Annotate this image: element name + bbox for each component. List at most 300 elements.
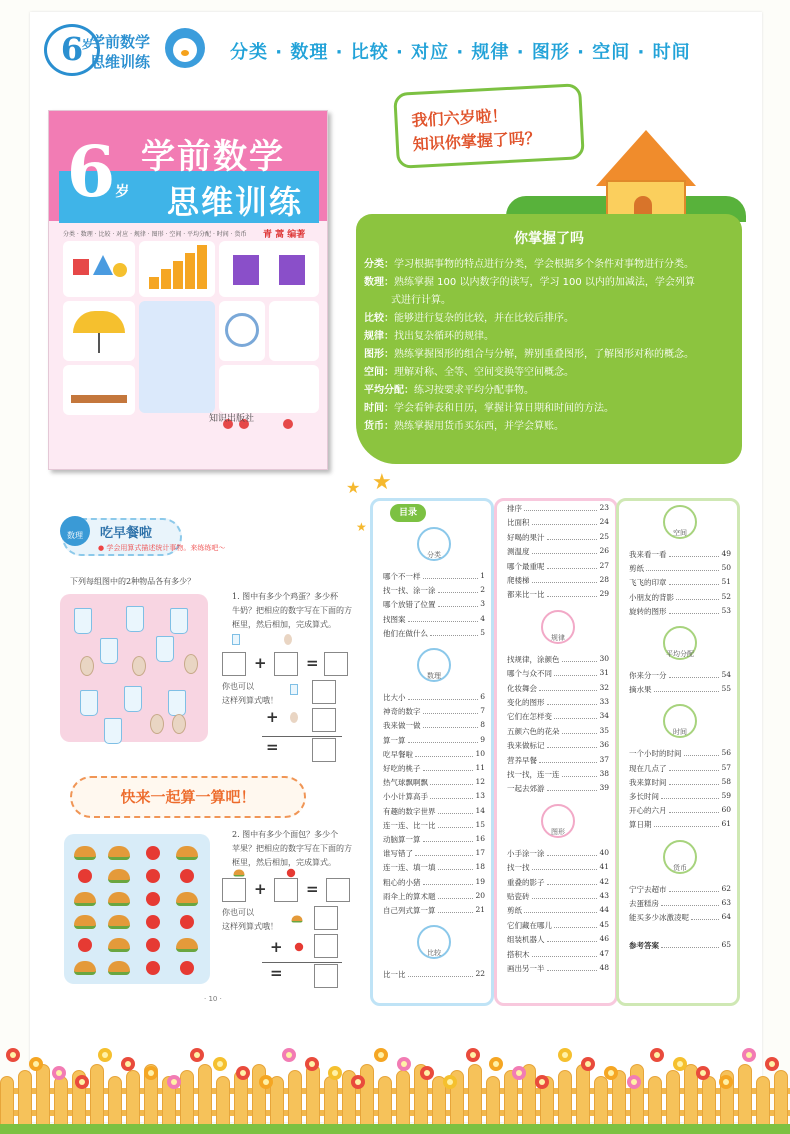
toc-entry [383, 834, 485, 845]
toc-entry-page: 41 [599, 862, 609, 872]
fence-picket [288, 1070, 302, 1126]
toc-leader-dots [423, 877, 474, 885]
flower-icon [443, 1075, 457, 1089]
cover-title-2: 思维训练 [167, 183, 304, 221]
toc-leader-dots [438, 905, 474, 913]
toc-entry-page: 22 [475, 969, 485, 979]
fence-picket [252, 1064, 266, 1126]
brand-line-1: 学前数学 [90, 33, 151, 51]
toc-entry [507, 726, 609, 737]
toc-entry-page: 53 [721, 605, 731, 615]
cover-cell-stairs [139, 241, 215, 297]
fence-picket [306, 1064, 320, 1126]
flower-icon [351, 1075, 365, 1089]
fence-picket [774, 1070, 788, 1126]
toc-entry-title: 连一连、比一比 [383, 820, 436, 830]
topics-banner: 分类 · 数理 · 比较 · 对应 · 规律 · 图形 · 空间 · 时间 [230, 42, 691, 63]
toc-leader-dots [438, 862, 474, 870]
apple-icon [146, 938, 160, 952]
toc-entry-page: 15 [475, 819, 485, 829]
star-icon: ★ [346, 478, 361, 497]
toc-entry-page: 10 [475, 748, 485, 758]
cups-eggs-illustration [60, 594, 208, 742]
objective-row [364, 310, 736, 328]
flower-icon [765, 1057, 779, 1071]
flower-icon [190, 1048, 204, 1062]
objective-key: 空间： [364, 367, 394, 378]
toc-entry-title: 小手涂一涂 [507, 848, 545, 858]
instruction-text: 下列每组图中的2种物品各有多少？ [70, 577, 196, 586]
toc-entry-title: 参考答案 [629, 941, 659, 951]
flower-icon [742, 1048, 756, 1062]
toc-entry-page: 20 [475, 890, 485, 900]
sum-line [262, 736, 342, 737]
flower-icon [167, 1075, 181, 1089]
objective-key: 时间： [364, 403, 394, 414]
flower-icon [374, 1048, 388, 1062]
equals-sign: = [306, 654, 319, 672]
toc-leader-dots [524, 503, 597, 511]
bread-icon [234, 870, 245, 877]
objectives-title: 你掌握了吗 [514, 231, 584, 247]
objective-key: 规律： [364, 331, 394, 342]
toc-leader-dots [669, 670, 720, 678]
flower-icon [489, 1057, 503, 1071]
question-2 [232, 828, 352, 870]
egg-icon [290, 712, 298, 723]
cover-cell-maze [219, 365, 319, 413]
toc-entry-page: 50 [721, 563, 731, 573]
fence-picket [468, 1064, 482, 1126]
toc-entry-page: 17 [475, 848, 485, 858]
plus-sign: + [270, 938, 283, 956]
toc-entry [507, 711, 609, 722]
toc-entry [383, 777, 485, 788]
toc-entry-page: 47 [599, 948, 609, 958]
answer-box[interactable] [314, 964, 338, 988]
toc-leader-dots [532, 575, 598, 583]
answer-box[interactable] [274, 878, 298, 902]
toc-entry-page: 65 [721, 940, 731, 950]
cover-bottom-row [63, 419, 319, 459]
toc-entry-page: 35 [599, 725, 609, 735]
fence-picket [18, 1070, 32, 1126]
toc-leader-dots [408, 735, 479, 743]
toc-leader-dots [562, 726, 598, 734]
fence-picket [648, 1076, 662, 1126]
cup-icon [74, 608, 92, 634]
toc-entry-page: 26 [599, 546, 609, 556]
lesson-category-icon: 数理 [60, 516, 90, 546]
toc-entry-title: 谁写错了 [383, 849, 413, 859]
cover-author: 青 蒿 编著 [263, 230, 306, 240]
star-icon: ★ [372, 470, 392, 495]
toc-entry-page: 25 [599, 531, 609, 541]
answer-box[interactable] [222, 878, 246, 902]
bread-icon [108, 892, 130, 906]
toc-entry [383, 806, 485, 817]
toc-entry [383, 571, 485, 582]
toc-entry-title: 小朋友的背影 [629, 592, 674, 602]
toc-entry-page: 51 [721, 577, 731, 587]
apple-icon [146, 846, 160, 860]
toc-entry-title: 它们藏在哪儿 [507, 920, 552, 930]
intro-bubble [393, 83, 585, 169]
toc-leader-dots [532, 517, 598, 525]
toc-entry [507, 755, 609, 766]
bubble-line-1: 我们六岁啦！ [411, 106, 508, 131]
egg-icon [172, 714, 186, 734]
toc-entry [383, 628, 485, 639]
objective-row [364, 418, 736, 436]
toc-leader-dots [547, 877, 598, 885]
fence-picket [576, 1064, 590, 1126]
cup-icon [100, 638, 118, 664]
flower-icon [397, 1057, 411, 1071]
toc-entry-title: 找一找 [507, 863, 530, 873]
toc-entry-page: 2 [480, 585, 485, 595]
fence-picket [108, 1076, 122, 1126]
toc-entry-title: 剪纸 [629, 564, 644, 574]
toc-entry-page: 32 [599, 682, 609, 692]
toc-leader-dots [423, 706, 479, 714]
objective-row [364, 364, 736, 382]
toc-entry [629, 577, 731, 588]
toc-entry [507, 503, 609, 514]
toc-entry-page: 56 [721, 748, 731, 758]
toc-leader-dots [661, 940, 719, 948]
apple-icon [287, 869, 295, 877]
toc-entry-title: 动脑算一算 [383, 835, 421, 844]
fence-picket [324, 1076, 338, 1126]
toc-entry [507, 862, 609, 873]
objective-value: 学习根据事物的特点进行分类，学会根据多个条件对事物进行分类。 [394, 259, 694, 270]
cover-cell-kids [269, 301, 319, 361]
flower-icon [512, 1066, 526, 1080]
question-1-line: 框里，然后相加，完成算式。 [232, 620, 336, 629]
cup-icon [170, 608, 188, 634]
flower-icon [29, 1057, 43, 1071]
answer-box[interactable] [312, 680, 336, 704]
purple-block-icon [279, 255, 305, 285]
objective-row [364, 346, 736, 364]
toc-leader-dots [408, 692, 479, 700]
toc-entry-page: 49 [721, 549, 731, 558]
hint-line: 你也可以 [222, 908, 254, 917]
objective-row [364, 328, 736, 346]
flower-icon [535, 1075, 549, 1089]
toc-entry-title: 旋转的图形 [629, 606, 667, 616]
toc-leader-dots [547, 589, 598, 597]
objective-row [364, 274, 736, 292]
question-1-line: 牛奶？把相应的数字写在下面的方 [232, 606, 352, 615]
toc-entry-title: 现在几点了 [629, 763, 667, 773]
toc-leader-dots [562, 654, 598, 662]
toc-entry [629, 549, 731, 560]
toc-entry [507, 517, 609, 528]
stair-bar [161, 269, 171, 289]
toc-entry-title: 贴瓷砖 [507, 892, 530, 901]
toc-leader-dots [532, 862, 598, 870]
fence-picket [360, 1064, 374, 1126]
objective-value: 熟练掌握图形的组合与分解，辨别重叠图形，了解图形对称的概念。 [394, 349, 694, 360]
toc-entry [507, 891, 609, 902]
category-icon: 规律 [541, 610, 575, 644]
toc-entry-title: 一起去郊游 [507, 784, 545, 794]
bread-icon [74, 961, 96, 975]
toc-entry-title: 好喝的果汁 [507, 532, 545, 542]
question-1-line: 1. 图中有多少个鸡蛋？多少杯 [232, 592, 339, 601]
toc-entry-title: 自己列式算一算 [383, 906, 436, 915]
cup-icon [126, 606, 144, 632]
toc-entry-page: 3 [480, 599, 485, 609]
category-icon: 图形 [541, 804, 575, 838]
grass-strip [0, 1124, 790, 1134]
toc-entry-page: 46 [599, 934, 609, 944]
toc-entry-page: 61 [721, 819, 731, 829]
toc-entry [507, 546, 609, 557]
answer-box[interactable] [274, 652, 298, 676]
fence-picket [36, 1064, 50, 1126]
age-logo: 6 岁 [44, 24, 100, 76]
lesson-title: 吃早餐啦 [100, 526, 153, 541]
toc-leader-dots [524, 905, 597, 913]
fence-picket [756, 1076, 770, 1126]
toc-leader-dots [691, 912, 719, 920]
toc-entry [629, 763, 731, 774]
fence-picket [126, 1070, 140, 1126]
toc-leader-dots [669, 549, 720, 557]
toc-entry-page: 55 [721, 684, 731, 694]
toc-entry [383, 905, 485, 916]
objective-key: 图形： [364, 349, 394, 360]
toc-entry [383, 969, 485, 980]
hint-line: 这样列算式哦！ [222, 922, 278, 931]
answer-box[interactable] [312, 708, 336, 732]
toc-entry [383, 820, 485, 831]
toc-entry-title: 热气球飘啊飘 [383, 778, 428, 788]
toc-entry-title: 吃早餐啦 [383, 749, 413, 759]
toc-entry-title: 他们在做什么 [383, 628, 428, 638]
apple-icon [180, 915, 194, 929]
toc-leader-dots [669, 577, 720, 585]
plus-sign: + [254, 654, 267, 672]
egg-icon [132, 656, 146, 676]
toc-entry-page: 29 [599, 589, 609, 599]
toc-entry-title: 有趣的数字世界 [383, 806, 436, 816]
toc-entry [383, 735, 485, 746]
toc-entry [383, 791, 485, 802]
toc-entry-page: 11 [475, 763, 485, 772]
toc-entry [383, 862, 485, 873]
category-icon: 空间 [663, 505, 697, 539]
toc-entry-title: 好吃的桃子 [383, 764, 421, 773]
flower-icon [236, 1066, 250, 1080]
toc-entry [383, 614, 485, 625]
toc-entry [507, 575, 609, 586]
cover-age-number: 6岁 [66, 130, 130, 213]
answer-box[interactable] [222, 652, 246, 676]
flower-icon [328, 1066, 342, 1080]
clock-icon [225, 313, 259, 347]
fruit-icon [283, 419, 293, 429]
flower-icon [305, 1057, 319, 1071]
toc-entry-title: 找一找、涂一涂 [383, 586, 436, 596]
toc-entry-page: 64 [721, 912, 731, 921]
toc-leader-dots [661, 791, 719, 799]
toc-leader-dots [547, 783, 598, 791]
answer-box[interactable] [314, 906, 338, 930]
toc-leader-dots [669, 763, 720, 771]
toc-leader-dots [669, 606, 720, 614]
apple-icon [146, 961, 160, 975]
objective-key: 分类： [364, 259, 394, 270]
toc-leader-dots [430, 791, 473, 799]
apple-icon [146, 915, 160, 929]
toc-leader-dots [654, 819, 720, 827]
toc-entry-page: 39 [599, 783, 609, 793]
toc-entry [507, 949, 609, 960]
toc-leader-dots [669, 884, 720, 892]
objectives-list [364, 256, 736, 436]
flower-icon [144, 1066, 158, 1080]
toc-entry [507, 963, 609, 974]
toc-entry [383, 877, 485, 888]
toc-entry-title: 比大小 [383, 693, 406, 702]
fence-picket [378, 1076, 392, 1126]
toc-entry-title: 去蛋糕房 [629, 898, 659, 908]
star-icon: ★ [356, 520, 367, 534]
toc-entry-title: 连一连、填一填 [383, 863, 436, 873]
toc-entry-title: 我来做一做 [383, 721, 421, 731]
toc-entry-title: 粗心的小猪 [383, 877, 421, 887]
flower-icon [696, 1066, 710, 1080]
equals-sign: = [266, 738, 279, 756]
objective-row [364, 292, 736, 310]
bread-apple-illustration [64, 834, 210, 984]
category-icon: 时间 [663, 704, 697, 738]
toc-leader-dots [430, 777, 473, 785]
toc-entry-title: 算日期 [629, 820, 652, 830]
plus-sign: + [266, 708, 279, 726]
toc-entry-page: 60 [721, 805, 731, 815]
toc-leader-dots [547, 848, 598, 856]
toc-entry [507, 740, 609, 751]
toc-entry [629, 748, 731, 759]
bread-icon [108, 846, 130, 860]
toc-entry-title: 五颜六色的花朵 [507, 726, 560, 736]
toc-entry [507, 561, 609, 572]
cover-cell-chairs [219, 241, 319, 297]
toc-entry [507, 877, 609, 888]
toc-entry [629, 592, 731, 603]
toc-entry-page: 18 [475, 862, 485, 872]
bread-icon [74, 915, 96, 929]
flower-icon [75, 1075, 89, 1089]
objective-value: 能够进行复杂的比较，并在比较后排序。 [394, 313, 574, 324]
question-2-line: 苹果？把相应的数字写在下面的方 [232, 844, 352, 853]
flower-icon [650, 1048, 664, 1062]
toc-entry-title: 找图案 [383, 614, 406, 624]
toc-entry-page: 8 [480, 720, 485, 730]
purple-block-icon [233, 255, 259, 285]
egg-icon [184, 654, 198, 674]
cup-icon [124, 686, 142, 712]
cup-icon [80, 690, 98, 716]
toc-entry-page: 63 [721, 897, 731, 907]
toc-entry [629, 563, 731, 574]
toc-leader-dots [646, 563, 719, 571]
answer-box[interactable] [324, 652, 348, 676]
toc-entry-title: 哪个放错了位置 [383, 600, 436, 610]
toc-entry [383, 848, 485, 859]
cup-icon [156, 636, 174, 662]
toc-leader-dots [415, 848, 473, 856]
toc-entry-title: 都来比一比 [507, 590, 545, 600]
toc-column-3 [616, 498, 740, 1006]
toc-entry-page: 42 [599, 876, 609, 886]
flower-icon [604, 1066, 618, 1080]
objectives-panel [356, 214, 742, 464]
toc-answers-entry [629, 940, 731, 951]
toc-entry-page: 30 [599, 653, 609, 663]
brand-name [90, 32, 150, 72]
toc-entry [507, 848, 609, 859]
toc-entry-title: 组装机器人 [507, 935, 545, 945]
toc-entry-page: 44 [599, 905, 609, 915]
toc-entry-page: 21 [475, 905, 485, 914]
question-2-line: 2. 图中有多少个面包？多少个 [232, 830, 339, 839]
toc-entry-title: 雨伞上的算术题 [383, 891, 436, 901]
egg-icon [80, 656, 94, 676]
cover-cell-table [63, 365, 135, 415]
category-icon: 分类 [417, 527, 451, 561]
flower-icon [282, 1048, 296, 1062]
toc-entry-page: 40 [599, 847, 609, 857]
cover-publisher: 知识出版社 [209, 414, 255, 424]
toc-entry-title: 你来分一分 [629, 671, 667, 680]
toc-leader-dots [438, 891, 474, 899]
toc-entry-page: 6 [480, 692, 485, 701]
answer-box[interactable] [326, 878, 350, 902]
category-icon: 比较 [417, 925, 451, 959]
toc-entry [507, 783, 609, 794]
toc-entry-page: 57 [721, 762, 731, 772]
toc-entry [629, 791, 731, 802]
bread-icon [108, 915, 130, 929]
toc-entry [507, 654, 609, 665]
flower-icon [627, 1075, 641, 1089]
toc-entry [507, 934, 609, 945]
flower-icon [420, 1066, 434, 1080]
toc-entry-page: 9 [480, 734, 485, 744]
objective-value: 练习按要求平均分配事物。 [414, 385, 534, 396]
toc-leader-dots [423, 571, 479, 579]
toc-entry-title: 一个小时的时间 [629, 749, 682, 759]
objective-value: 式进行计算。 [391, 295, 451, 306]
answer-box[interactable] [314, 934, 338, 958]
stair-bar [185, 253, 195, 289]
hint-line: 你也可以 [222, 682, 254, 691]
answer-box[interactable] [312, 738, 336, 762]
toc-leader-dots [661, 898, 719, 906]
toc-entry [507, 769, 609, 780]
fence-picket [90, 1064, 104, 1126]
toc-leader-dots [408, 614, 479, 622]
flower-icon [259, 1075, 273, 1089]
stair-bar [149, 277, 159, 289]
stair-bar [197, 245, 207, 289]
